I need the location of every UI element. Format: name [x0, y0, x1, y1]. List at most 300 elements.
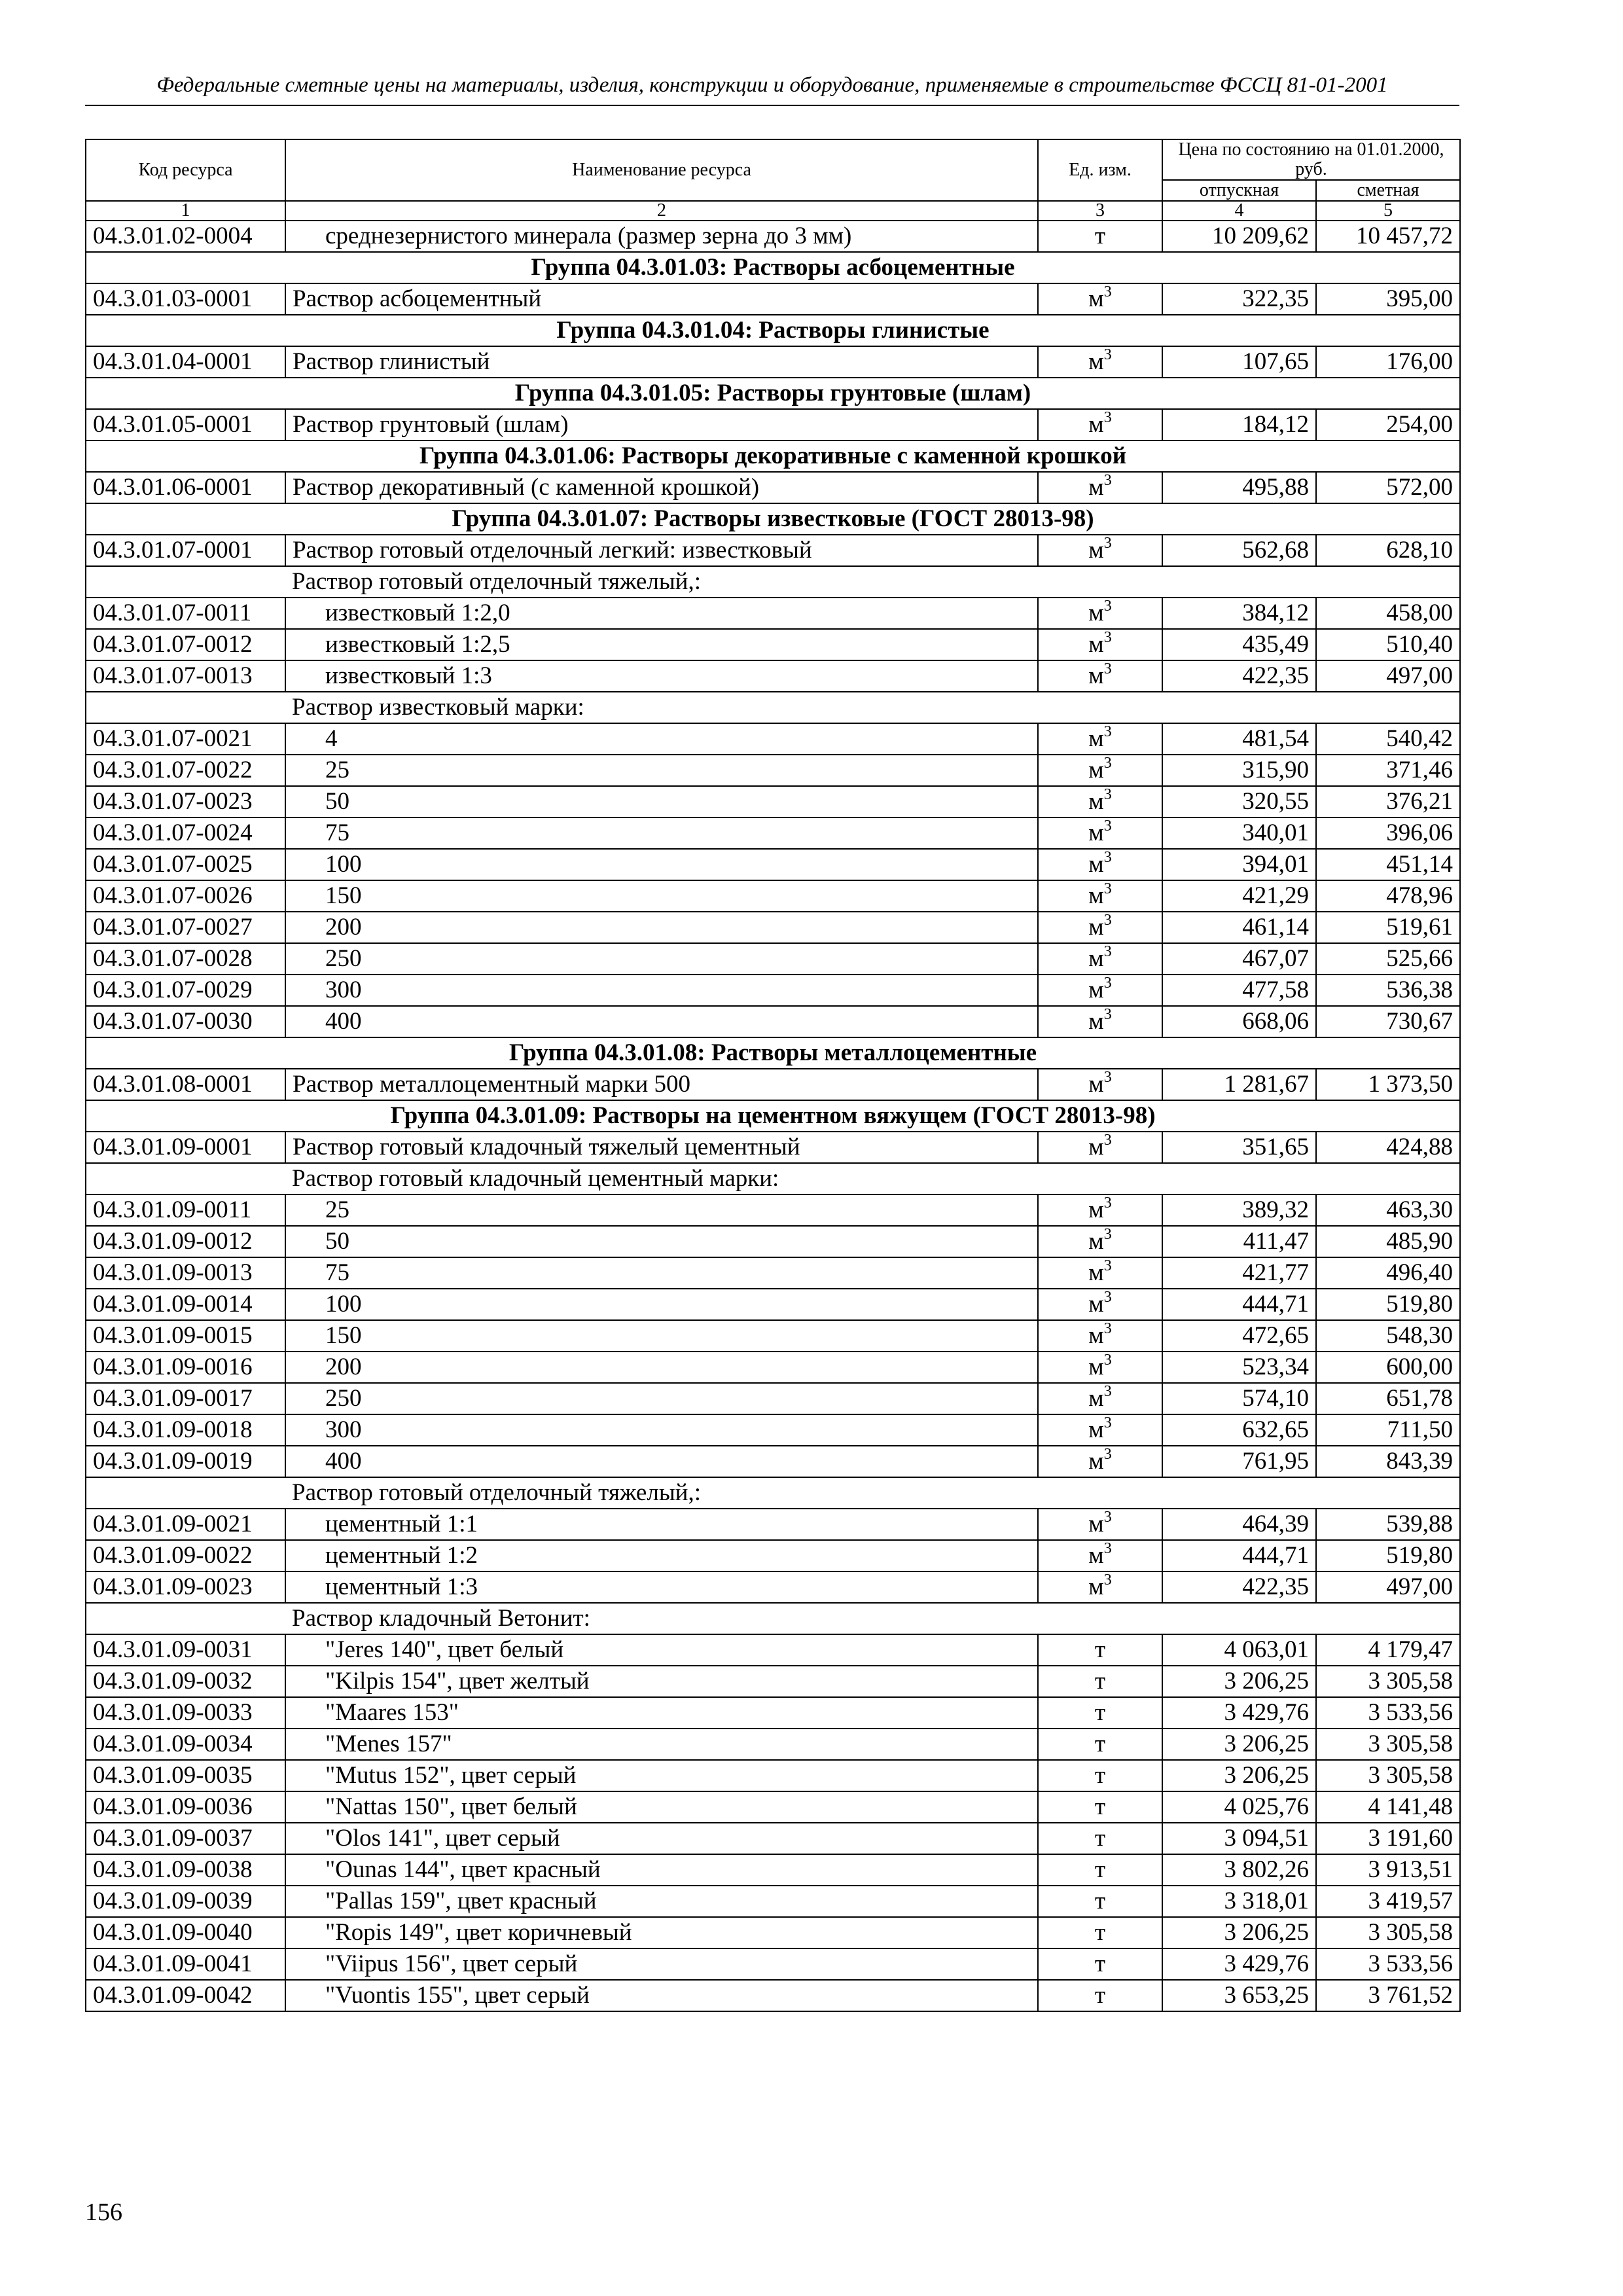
group-title: Группа 04.3.01.05: Растворы грунтовые (шлам)	[86, 378, 1460, 409]
release-price: 435,49	[1162, 629, 1316, 660]
unit-text: м	[1088, 977, 1104, 1003]
header-unit: Ед. изм.	[1038, 139, 1162, 201]
group-heading-row	[86, 315, 1460, 346]
cubic-superscript: 3	[1103, 1320, 1112, 1337]
unit-cell	[1038, 1666, 1162, 1697]
unit-text: м	[1088, 1511, 1104, 1537]
resource-name: Раствор глинистый	[285, 346, 1038, 378]
group-heading-row	[86, 1100, 1460, 1132]
unit-cell	[1038, 346, 1162, 378]
estimate-price: 478,96	[1316, 880, 1460, 912]
cubic-superscript: 3	[1103, 786, 1112, 803]
table-row	[86, 1791, 1460, 1823]
resource-code: 04.3.01.07-0030	[86, 1006, 285, 1037]
table-row	[86, 1666, 1460, 1697]
unit-text: т	[1094, 1699, 1106, 1726]
resource-name: "Kilpis 154", цвет желтый	[285, 1666, 1038, 1697]
release-price: 421,77	[1162, 1257, 1316, 1289]
resource-name: 200	[285, 1352, 1038, 1383]
release-price: 315,90	[1162, 755, 1316, 786]
unit-text: м	[1088, 1291, 1104, 1318]
resource-code: 04.3.01.09-0036	[86, 1791, 285, 1823]
group-title: Группа 04.3.01.07: Растворы известковые (ГОСТ 28013-98)	[86, 503, 1460, 535]
subheading-text: Раствор готовый отделочный тяжелый,:	[285, 566, 1038, 598]
group-title: Группа 04.3.01.08: Растворы металлоцементные	[86, 1037, 1460, 1069]
estimate-price: 548,30	[1316, 1320, 1460, 1352]
price-table	[85, 139, 1461, 2012]
group-heading-row	[86, 252, 1460, 283]
group-heading-row	[86, 440, 1460, 472]
unit-cell	[1038, 535, 1162, 566]
resource-code: 04.3.01.07-0028	[86, 943, 285, 975]
unit-text: м	[1088, 1228, 1104, 1255]
group-title: Группа 04.3.01.03: Растворы асбоцементные	[86, 252, 1460, 283]
resource-code: 04.3.01.09-0001	[86, 1132, 285, 1163]
estimate-price: 540,42	[1316, 723, 1460, 755]
table-row	[86, 1917, 1460, 1948]
resource-name: 25	[285, 1194, 1038, 1226]
unit-text: м	[1088, 1322, 1104, 1349]
unit-cell	[1038, 1414, 1162, 1446]
resource-name: "Jeres 140", цвет белый	[285, 1634, 1038, 1666]
resource-code: 04.3.01.09-0017	[86, 1383, 285, 1414]
resource-code: 04.3.01.09-0022	[86, 1540, 285, 1571]
release-price: 107,65	[1162, 346, 1316, 378]
unit-text: т	[1094, 1793, 1106, 1820]
table-row	[86, 283, 1460, 315]
unit-cell	[1038, 409, 1162, 440]
unit-cell	[1038, 1917, 1162, 1948]
estimate-price: 1 373,50	[1316, 1069, 1460, 1100]
table-row	[86, 598, 1460, 629]
unit-text: м	[1088, 1416, 1104, 1443]
resource-code: 04.3.01.09-0016	[86, 1352, 285, 1383]
unit-cell	[1038, 1854, 1162, 1886]
cubic-superscript: 3	[1103, 1132, 1112, 1149]
release-price: 467,07	[1162, 943, 1316, 975]
unit-cell	[1038, 1383, 1162, 1414]
resource-name: "Menes 157"	[285, 1729, 1038, 1760]
unit-text: м	[1088, 474, 1104, 501]
resource-name: 400	[285, 1446, 1038, 1477]
release-price: 464,39	[1162, 1509, 1316, 1540]
table-row	[86, 1446, 1460, 1477]
release-price: 3 206,25	[1162, 1917, 1316, 1948]
resource-name: Раствор асбоцементный	[285, 283, 1038, 315]
unit-cell	[1038, 629, 1162, 660]
resource-name: известковый 1:2,5	[285, 629, 1038, 660]
unit-text: м	[1088, 851, 1104, 878]
resource-name: 75	[285, 1257, 1038, 1289]
release-price: 444,71	[1162, 1540, 1316, 1571]
resource-code: 04.3.01.07-0013	[86, 660, 285, 692]
table-row	[86, 1383, 1460, 1414]
table-row	[86, 346, 1460, 378]
table-row	[86, 1257, 1460, 1289]
estimate-price: 4 141,48	[1316, 1791, 1460, 1823]
release-price: 668,06	[1162, 1006, 1316, 1037]
header-estimate-price: сметная	[1316, 180, 1460, 201]
cubic-superscript: 3	[1103, 1446, 1112, 1463]
unit-cell	[1038, 1760, 1162, 1791]
empty-cell	[1316, 1477, 1460, 1509]
estimate-price: 3 533,56	[1316, 1948, 1460, 1980]
unit-cell	[1038, 1226, 1162, 1257]
empty-cell	[86, 1477, 285, 1509]
unit-text: т	[1094, 1888, 1106, 1914]
cubic-superscript: 3	[1103, 849, 1112, 866]
resource-name: 50	[285, 786, 1038, 817]
cubic-superscript: 3	[1103, 1194, 1112, 1211]
subheading-text: Раствор готовый отделочный тяжелый,:	[285, 1477, 1038, 1509]
subheading-row	[86, 566, 1460, 598]
table-row	[86, 629, 1460, 660]
unit-cell	[1038, 660, 1162, 692]
unit-cell	[1038, 1980, 1162, 2011]
resource-code: 04.3.01.09-0019	[86, 1446, 285, 1477]
unit-text: т	[1094, 1856, 1106, 1883]
table-row	[86, 1006, 1460, 1037]
estimate-price: 3 913,51	[1316, 1854, 1460, 1886]
unit-cell	[1038, 817, 1162, 849]
unit-cell	[1038, 880, 1162, 912]
empty-cell	[1162, 566, 1316, 598]
table-row	[86, 755, 1460, 786]
unit-cell	[1038, 1634, 1162, 1666]
cubic-superscript: 3	[1103, 283, 1112, 300]
resource-code: 04.3.01.07-0025	[86, 849, 285, 880]
table-row	[86, 1980, 1460, 2011]
release-price: 495,88	[1162, 472, 1316, 503]
resource-code: 04.3.01.09-0031	[86, 1634, 285, 1666]
estimate-price: 3 191,60	[1316, 1823, 1460, 1854]
unit-text: т	[1094, 223, 1106, 249]
resource-code: 04.3.01.05-0001	[86, 409, 285, 440]
cubic-superscript: 3	[1103, 975, 1112, 992]
estimate-price: 376,21	[1316, 786, 1460, 817]
resource-name: "Pallas 159", цвет красный	[285, 1886, 1038, 1917]
release-price: 574,10	[1162, 1383, 1316, 1414]
release-price: 10 209,62	[1162, 221, 1316, 252]
resource-code: 04.3.01.09-0038	[86, 1854, 285, 1886]
cubic-superscript: 3	[1103, 660, 1112, 677]
resource-code: 04.3.01.07-0029	[86, 975, 285, 1006]
unit-cell	[1038, 1729, 1162, 1760]
unit-text: м	[1088, 914, 1104, 941]
estimate-price: 254,00	[1316, 409, 1460, 440]
resource-name: 75	[285, 817, 1038, 849]
unit-cell	[1038, 283, 1162, 315]
empty-cell	[86, 1603, 285, 1634]
estimate-price: 572,00	[1316, 472, 1460, 503]
estimate-price: 3 305,58	[1316, 1729, 1460, 1760]
release-price: 389,32	[1162, 1194, 1316, 1226]
release-price: 761,95	[1162, 1446, 1316, 1477]
estimate-price: 4 179,47	[1316, 1634, 1460, 1666]
unit-cell	[1038, 723, 1162, 755]
subheading-text: Раствор готовый кладочный цементный марки:	[285, 1163, 1038, 1194]
empty-cell	[1316, 1163, 1460, 1194]
resource-name: Раствор готовый кладочный тяжелый цементный	[285, 1132, 1038, 1163]
resource-code: 04.3.01.04-0001	[86, 346, 285, 378]
estimate-price: 496,40	[1316, 1257, 1460, 1289]
table-row	[86, 786, 1460, 817]
estimate-price: 519,80	[1316, 1289, 1460, 1320]
unit-text: м	[1088, 757, 1104, 783]
header-code: Код ресурса	[86, 139, 285, 201]
resource-name: цементный 1:3	[285, 1571, 1038, 1603]
resource-name: "Ounas 144", цвет красный	[285, 1854, 1038, 1886]
unit-text: м	[1088, 788, 1104, 815]
col-number: 3	[1038, 201, 1162, 221]
resource-name: известковый 1:3	[285, 660, 1038, 692]
subheading-row	[86, 1163, 1460, 1194]
col-number: 1	[86, 201, 285, 221]
unit-cell	[1038, 1571, 1162, 1603]
subheading-row	[86, 1477, 1460, 1509]
cubic-superscript: 3	[1103, 1069, 1112, 1086]
unit-cell	[1038, 975, 1162, 1006]
resource-code: 04.3.01.09-0034	[86, 1729, 285, 1760]
table-row	[86, 1069, 1460, 1100]
estimate-price: 3 305,58	[1316, 1666, 1460, 1697]
resource-code: 04.3.01.09-0012	[86, 1226, 285, 1257]
table-row	[86, 1571, 1460, 1603]
resource-name: известковый 1:2,0	[285, 598, 1038, 629]
unit-cell	[1038, 1006, 1162, 1037]
resource-code: 04.3.01.07-0001	[86, 535, 285, 566]
release-price: 340,01	[1162, 817, 1316, 849]
unit-text: т	[1094, 1731, 1106, 1757]
estimate-price: 497,00	[1316, 1571, 1460, 1603]
release-price: 3 429,76	[1162, 1948, 1316, 1980]
unit-cell	[1038, 221, 1162, 252]
release-price: 3 429,76	[1162, 1697, 1316, 1729]
release-price: 421,29	[1162, 880, 1316, 912]
unit-text: м	[1088, 411, 1104, 438]
table-row	[86, 1289, 1460, 1320]
table-row	[86, 221, 1460, 252]
unit-text: м	[1088, 662, 1104, 689]
subheading-row	[86, 692, 1460, 723]
cubic-superscript: 3	[1103, 1006, 1112, 1023]
unit-cell	[1038, 912, 1162, 943]
estimate-price: 519,80	[1316, 1540, 1460, 1571]
resource-code: 04.3.01.03-0001	[86, 283, 285, 315]
resource-name: 400	[285, 1006, 1038, 1037]
table-row	[86, 535, 1460, 566]
unit-text: м	[1088, 1196, 1104, 1223]
empty-cell	[1038, 1163, 1162, 1194]
table-row	[86, 912, 1460, 943]
col-number: 2	[285, 201, 1038, 221]
release-price: 477,58	[1162, 975, 1316, 1006]
resource-name: Раствор декоративный (с каменной крошкой)	[285, 472, 1038, 503]
resource-name: 200	[285, 912, 1038, 943]
unit-cell	[1038, 1194, 1162, 1226]
group-heading-row	[86, 503, 1460, 535]
resource-code: 04.3.01.09-0041	[86, 1948, 285, 1980]
table-row	[86, 1886, 1460, 1917]
empty-cell	[86, 692, 285, 723]
resource-name: "Ropis 149", цвет коричневый	[285, 1917, 1038, 1948]
cubic-superscript: 3	[1103, 1352, 1112, 1369]
resource-code: 04.3.01.07-0021	[86, 723, 285, 755]
table-row	[86, 880, 1460, 912]
resource-name: 300	[285, 975, 1038, 1006]
estimate-price: 536,38	[1316, 975, 1460, 1006]
unit-cell	[1038, 1069, 1162, 1100]
empty-cell	[1162, 1477, 1316, 1509]
unit-cell	[1038, 1257, 1162, 1289]
estimate-price: 843,39	[1316, 1446, 1460, 1477]
resource-code: 04.3.01.07-0012	[86, 629, 285, 660]
table-row	[86, 1226, 1460, 1257]
unit-cell	[1038, 755, 1162, 786]
unit-text: м	[1088, 1573, 1104, 1600]
estimate-price: 3 305,58	[1316, 1760, 1460, 1791]
cubic-superscript: 3	[1103, 1383, 1112, 1400]
header-price: Цена по состоянию на 01.01.2000, руб.	[1162, 139, 1460, 180]
resource-name: "Viipus 156", цвет серый	[285, 1948, 1038, 1980]
empty-cell	[1038, 1603, 1162, 1634]
cubic-superscript: 3	[1103, 880, 1112, 897]
empty-cell	[1038, 566, 1162, 598]
table-row	[86, 409, 1460, 440]
estimate-price: 10 457,72	[1316, 221, 1460, 252]
estimate-price: 371,46	[1316, 755, 1460, 786]
cubic-superscript: 3	[1103, 346, 1112, 363]
unit-cell	[1038, 1509, 1162, 1540]
unit-text: м	[1088, 348, 1104, 375]
estimate-price: 451,14	[1316, 849, 1460, 880]
table-row	[86, 1540, 1460, 1571]
estimate-price: 396,06	[1316, 817, 1460, 849]
estimate-price: 730,67	[1316, 1006, 1460, 1037]
estimate-price: 519,61	[1316, 912, 1460, 943]
unit-text: т	[1094, 1950, 1106, 1977]
release-price: 562,68	[1162, 535, 1316, 566]
release-price: 322,35	[1162, 283, 1316, 315]
unit-text: м	[1088, 1008, 1104, 1035]
group-title: Группа 04.3.01.06: Растворы декоративные с каменной крошкой	[86, 440, 1460, 472]
table-row	[86, 849, 1460, 880]
resource-name: "Maares 153"	[285, 1697, 1038, 1729]
cubic-superscript: 3	[1103, 1226, 1112, 1243]
cubic-superscript: 3	[1103, 1571, 1112, 1588]
table-row	[86, 1352, 1460, 1383]
unit-cell	[1038, 1791, 1162, 1823]
column-number-row	[86, 201, 1460, 221]
release-price: 3 206,25	[1162, 1666, 1316, 1697]
estimate-price: 176,00	[1316, 346, 1460, 378]
unit-text: т	[1094, 1668, 1106, 1695]
resource-name: 250	[285, 943, 1038, 975]
table-row	[86, 1948, 1460, 1980]
header-release-price: отпускная	[1162, 180, 1316, 201]
table-row	[86, 1760, 1460, 1791]
table-row	[86, 472, 1460, 503]
release-price: 394,01	[1162, 849, 1316, 880]
release-price: 3 802,26	[1162, 1854, 1316, 1886]
resource-name: 150	[285, 880, 1038, 912]
resource-code: 04.3.01.09-0011	[86, 1194, 285, 1226]
unit-text: м	[1088, 1385, 1104, 1412]
resource-code: 04.3.01.09-0033	[86, 1697, 285, 1729]
running-header: Федеральные сметные цены на материалы, изделия, конструкции и оборудование, применяемые в строительстве ФССЦ 81-01-2001	[156, 73, 1388, 97]
cubic-superscript: 3	[1103, 535, 1112, 552]
resource-code: 04.3.01.09-0021	[86, 1509, 285, 1540]
unit-cell	[1038, 1886, 1162, 1917]
release-price: 481,54	[1162, 723, 1316, 755]
resource-code: 04.3.01.07-0011	[86, 598, 285, 629]
unit-cell	[1038, 943, 1162, 975]
resource-code: 04.3.01.09-0018	[86, 1414, 285, 1446]
resource-code: 04.3.01.08-0001	[86, 1069, 285, 1100]
release-price: 523,34	[1162, 1352, 1316, 1383]
unit-text: м	[1088, 819, 1104, 846]
release-price: 3 318,01	[1162, 1886, 1316, 1917]
estimate-price: 525,66	[1316, 943, 1460, 975]
resource-name: "Vuontis 155", цвет серый	[285, 1980, 1038, 2011]
unit-cell	[1038, 598, 1162, 629]
cubic-superscript: 3	[1103, 755, 1112, 772]
subheading-text: Раствор известковый марки:	[285, 692, 1038, 723]
resource-code: 04.3.01.02-0004	[86, 221, 285, 252]
resource-code: 04.3.01.09-0039	[86, 1886, 285, 1917]
col-number: 5	[1316, 201, 1460, 221]
estimate-price: 539,88	[1316, 1509, 1460, 1540]
table-row	[86, 1729, 1460, 1760]
unit-cell	[1038, 472, 1162, 503]
resource-code: 04.3.01.09-0013	[86, 1257, 285, 1289]
cubic-superscript: 3	[1103, 1414, 1112, 1431]
table-row	[86, 975, 1460, 1006]
unit-cell	[1038, 786, 1162, 817]
cubic-superscript: 3	[1103, 1540, 1112, 1557]
release-price: 3 094,51	[1162, 1823, 1316, 1854]
estimate-price: 458,00	[1316, 598, 1460, 629]
cubic-superscript: 3	[1103, 1289, 1112, 1306]
page-number: 156	[85, 2198, 122, 2226]
release-price: 4 063,01	[1162, 1634, 1316, 1666]
table-header-row	[86, 139, 1460, 180]
unit-text: т	[1094, 1762, 1106, 1789]
unit-cell	[1038, 1352, 1162, 1383]
empty-cell	[1038, 692, 1162, 723]
estimate-price: 651,78	[1316, 1383, 1460, 1414]
estimate-price: 485,90	[1316, 1226, 1460, 1257]
empty-cell	[86, 1163, 285, 1194]
table-row	[86, 660, 1460, 692]
resource-code: 04.3.01.09-0042	[86, 1980, 285, 2011]
empty-cell	[1162, 1603, 1316, 1634]
release-price: 422,35	[1162, 660, 1316, 692]
release-price: 3 653,25	[1162, 1980, 1316, 2011]
estimate-price: 395,00	[1316, 283, 1460, 315]
cubic-superscript: 3	[1103, 943, 1112, 960]
estimate-price: 600,00	[1316, 1352, 1460, 1383]
release-price: 351,65	[1162, 1132, 1316, 1163]
estimate-price: 3 761,52	[1316, 1980, 1460, 2011]
release-price: 384,12	[1162, 598, 1316, 629]
cubic-superscript: 3	[1103, 723, 1112, 740]
resource-name: 300	[285, 1414, 1038, 1446]
subheading-text: Раствор кладочный Ветонит:	[285, 1603, 1038, 1634]
group-heading-row	[86, 378, 1460, 409]
table-row	[86, 723, 1460, 755]
resource-code: 04.3.01.09-0023	[86, 1571, 285, 1603]
